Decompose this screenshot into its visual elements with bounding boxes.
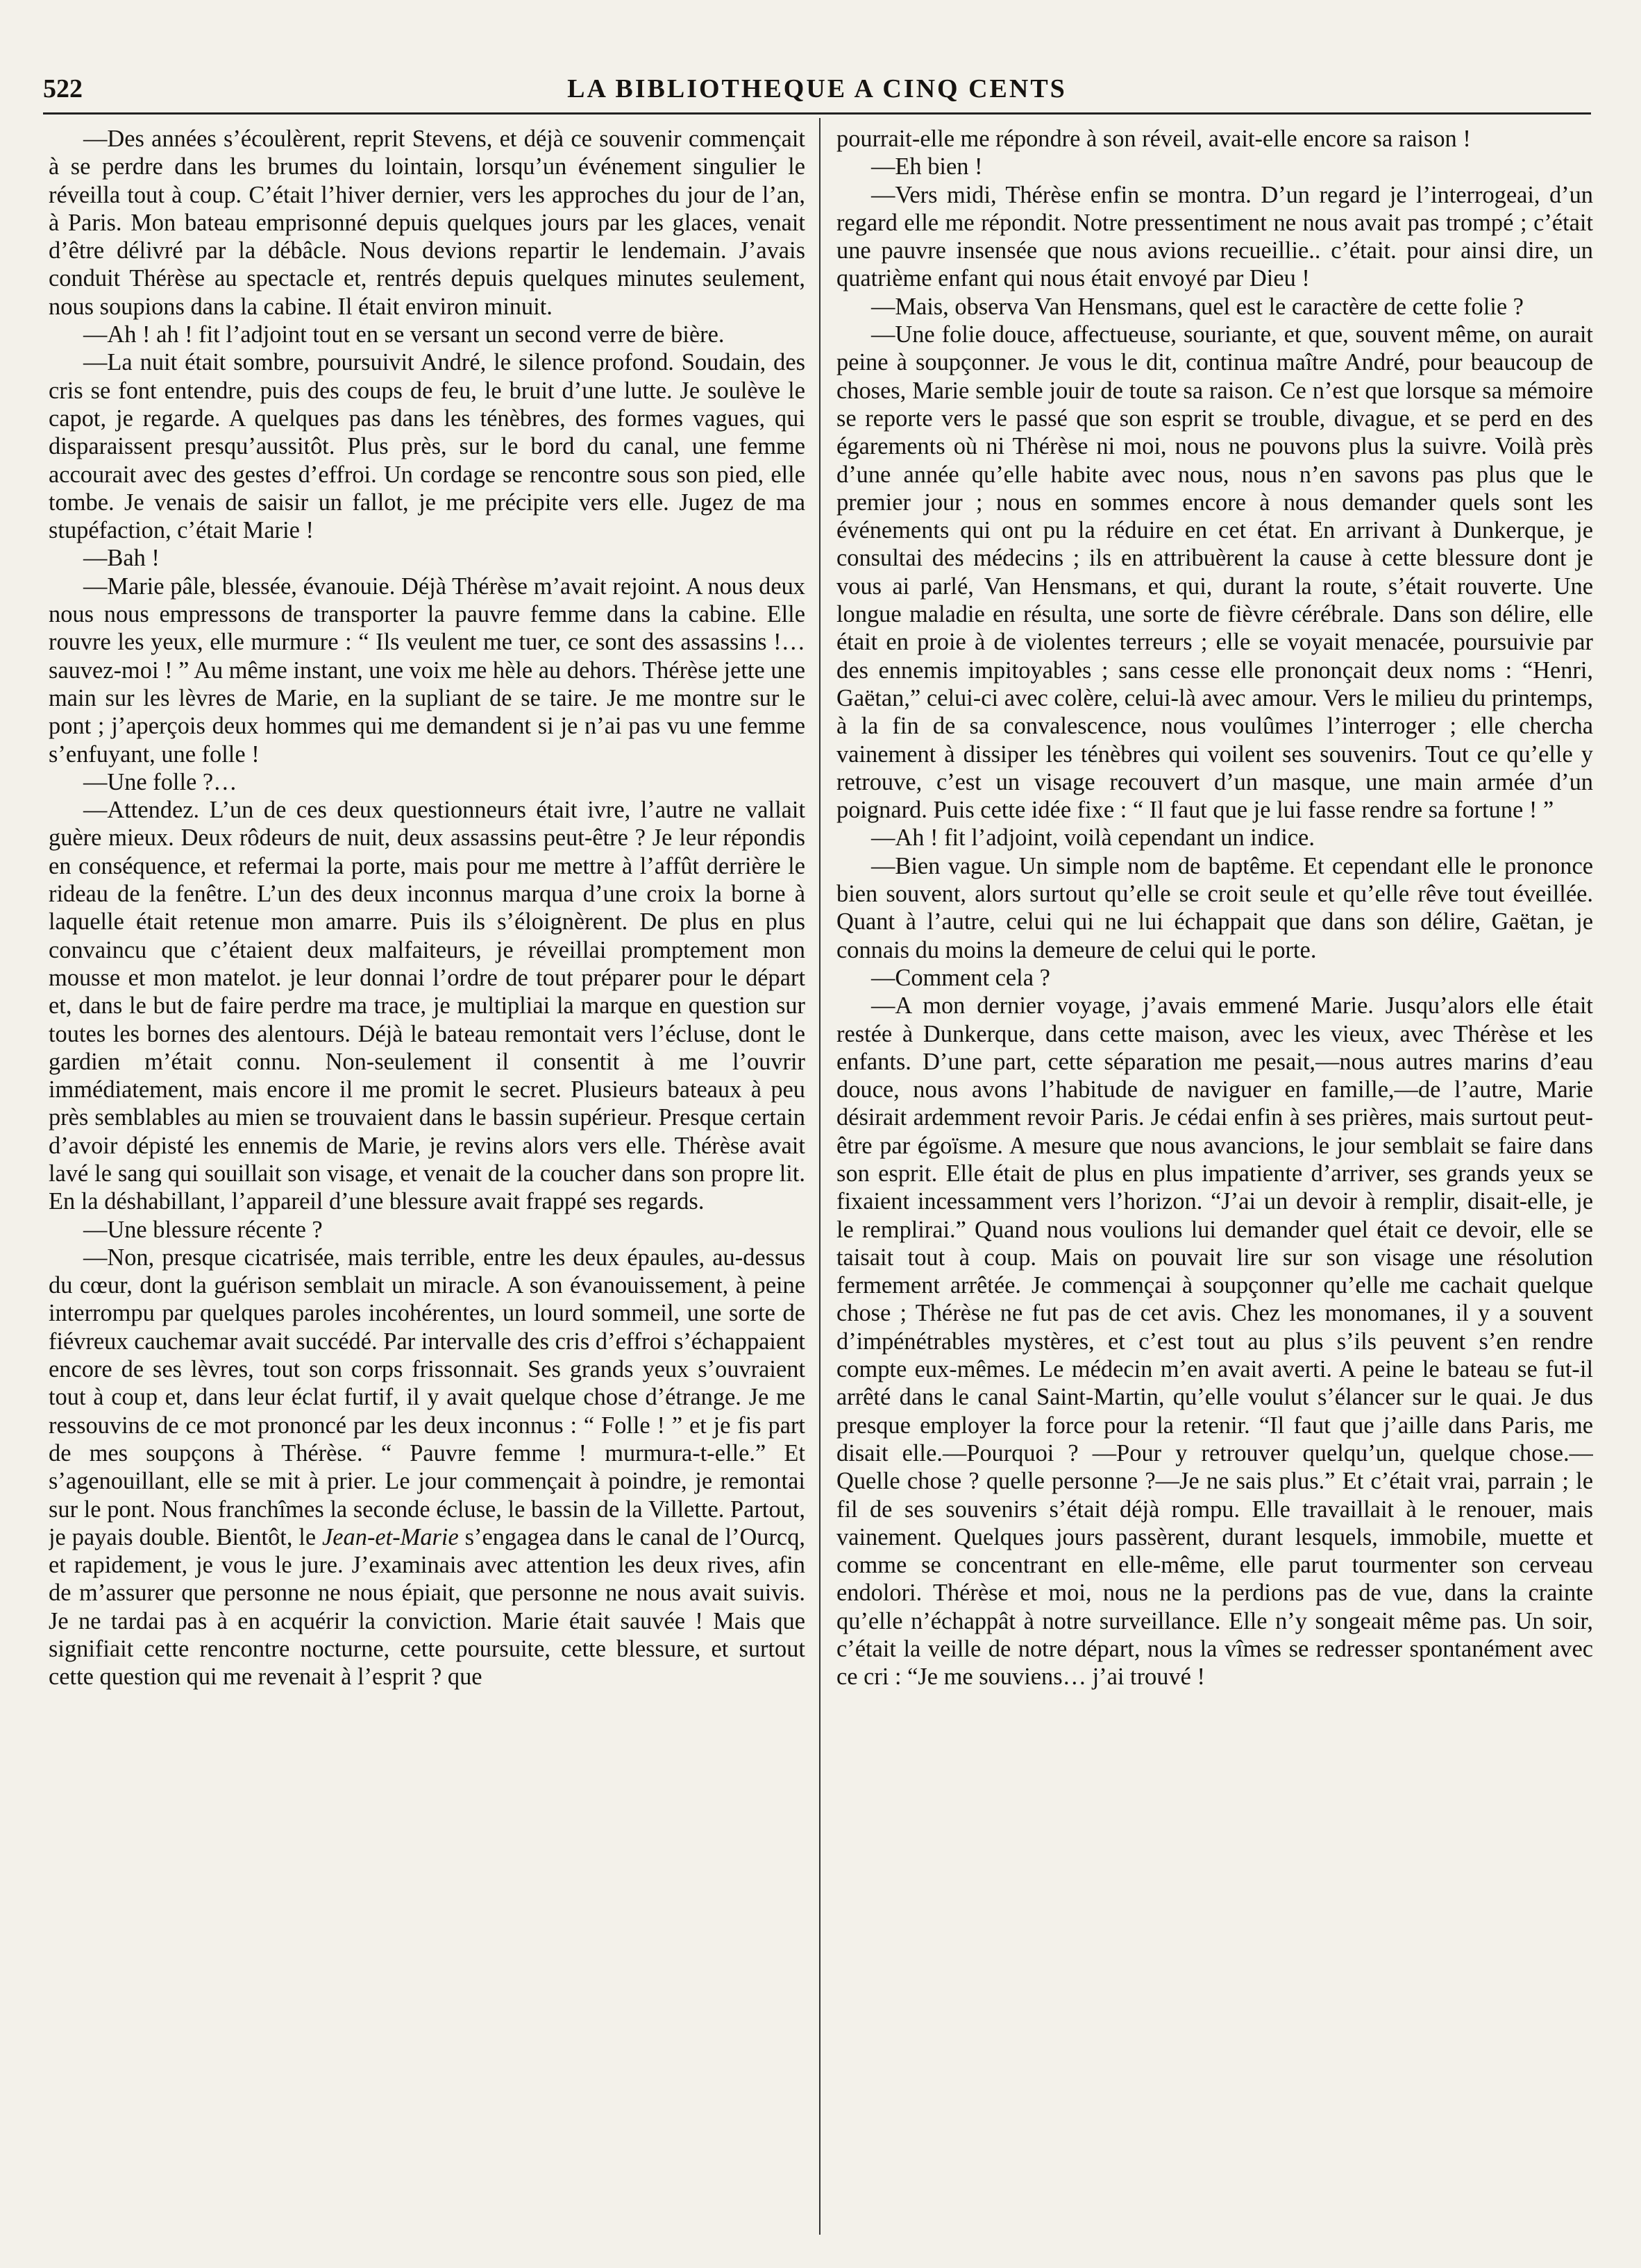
paragraph: —Bien vague. Un simple nom de baptême. Et cependant elle le prononce bien souvent, alors surtout qu’elle se croit seule et qu’elle rêve tout éveillée. Quant à l’autre, celui qui ne lui échappait que dans son délire, Gaëtan, je connais du moins la demeure de celui qui le porte.	[836, 852, 1593, 963]
paragraph: —A mon dernier voyage, j’avais emmené Marie. Jusqu’alors elle était restée à Dunkerque, dans cette maison, avec les vieux, avec Thérèse et les enfants. D’une part, cette séparation me pesait,—nous autres marins d’eau douce, nous avons l’habitude de naviguer en famille,—de l’autre, Marie désirait ardemment revoir Paris. Je cédai enfin à ses prières, mais surtout peut-être par égoïsme. A mesure que nous avancions, le jour semblait se faire dans son esprit. Elle était de plus en plus impatiente d’arriver, ses grands yeux se fixaient incessamment vers l’horizon. “J’ai un devoir à remplir, disait-elle, je le remplirai.” Quand nous voulions lui demander quel était ce devoir, elle se taisait tout à coup. Mais on pouvait lire sur son visage une résolution fermement arrêtée. Je commençai à soupçonner qu’elle me cachait quelque chose ; Thérèse ne fut pas de cet avis. Chez les monomanes, il y a souvent d’impénétrables mystères, et c’est tout au plus s’ils peuvent s’en rendre compte eux-mêmes. Le médecin m’en avait averti. A peine le bateau se fut-il arrêté dans le canal Saint-Martin, qu’elle voulut s’élancer sur le quai. Je dus presque employer la force pour la retenir. “Il faut que j’aille dans Paris, me disait elle.—Pourquoi ? —Pour y retrouver quelqu’un, quelque chose.— Quelle chose ? quelle personne ?—Je ne sais plus.” Et c’était vrai, parrain ; le fil de ses souvenirs s’était déjà rompu. Elle travaillait à le renouer, mais vainement. Quelques jours passèrent, durant lesquels, immobile, muette et comme se concentrant en elle-même, elle parut tourmenter son cerveau endolori. Thérèse et moi, nous ne la perdions pas de vue, dans la crainte qu’elle n’échappât à notre surveillance. Elle n’y songeait même pas. Un soir, c’était la veille de notre départ, nous la vîmes se redresser spontanément avec ce cri : “Je me souviens… j’ai trouvé !	[836, 992, 1593, 1691]
paragraph: —Bah !	[83, 545, 160, 572]
paragraph: —Ah ! fit l’adjoint, voilà cependant un indice.	[871, 824, 1315, 852]
paragraph: pourrait-elle me répondre à son réveil, avait-elle encore sa raison !	[836, 126, 1471, 152]
paragraph: —Attendez. L’un de ces deux questionneurs était ivre, l’autre ne vallait guère mieux. Deux rôdeurs de nuit, deux assassins peut-être ? Je leur répondis en conséquence, et refermai la porte, mais pour me mettre à l’affût derrière le rideau de la fenêtre. L’un des deux inconnus marqua d’une croix la borne à laquelle était retenue mon amarre. Puis ils s’éloignèrent. De plus en plus convaincu que c’étaient deux malfaiteurs, je réveillai promptement mon mousse et mon matelot. je leur donnai l’ordre de tout préparer pour le départ et, dans le but de faire perdre ma trace, je multipliai la marque en question sur toutes les bornes des alentours. Déjà le bateau remontait vers l’écluse, dont le gardien m’était connu. Non-seulement il consentit à me l’ouvrir immédiatement, mais encore il me promit le secret. Plusieurs bateaux à peu près semblables au mien se trouvaient dans le bassin supérieur. Presque certain d’avoir dépisté les ennemis de Marie, je revins alors vers elle. Thérèse avait lavé le sang qui souillait son visage, et venait de la coucher dans son propre lit. En la déshabillant, l’appareil d’une blessure avait frappé ses regards.	[49, 797, 805, 1215]
header-rule	[43, 112, 1591, 115]
paragraph: —La nuit était sombre, poursuivit André, le silence profond. Soudain, des cris se font entendre, puis des coups de feu, le bruit d’une lutte. Je soulève le capot, je regarde. A quelques pas dans les ténèbres, des formes vagues, qui disparaissent presqu’aussitôt. Plus près, sur le bord du canal, une femme accourait avec des gestes d’effroi. Un cordage se rencontre sous son pied, elle tombe. Je venais de saisir un fallot, je me précipite vers elle. Jugez de ma stupéfaction, c’était Marie !	[49, 349, 805, 544]
running-title: LA BIBLIOTHEQUE A CINQ CENTS	[567, 74, 1067, 103]
page-number: 522	[43, 74, 83, 103]
paragraph: —Ah ! ah ! fit l’adjoint tout en se versant un second verre de bière.	[83, 321, 725, 348]
paragraph: —Une folle ?…	[83, 768, 237, 795]
paragraph: —Une folie douce, affectueuse, souriante, et que, souvent même, on aurait peine à soupçonner. Je vous le dit, continua maître André, pour beaucoup de choses, Marie semble jouir de toute sa raison. Ce n’est que lorsque sa mémoire se reporte vers le passé que son esprit se trouble, divague, et se perd en des égarements où ni Thérèse ni moi, nous ne pouvons plus la suivre. Voilà près d’une année qu’elle habite avec nous, nous n’en savons pas plus que le premier jour ; nous en sommes encore à nous demander quels sont les événements qui ont pu la réduire en cet état. En arrivant à Dunkerque, je consultai des médecins ; ils en attribuèrent la cause à cette blessure dont je vous ai parlé, Van Hensmans, et qui, durant la route, s’était rouverte. Une longue maladie en résulta, une sorte de fièvre cérébrale. Dans son délire, elle était en proie à de violentes terreurs ; elle se voyait menacée, poursuivie par des ennemis impitoyables ; sans cesse elle prononçait deux noms : “Henri, Gaëtan,” celui-ci avec colère, celui-là avec amour. Vers le milieu du printemps, à la fin de sa convalescence, nous voulûmes l’interroger ; elle chercha vainement à dissiper les ténèbres qui voilent ses souvenirs. Tout ce qu’elle y retrouve, c’est un visage recouvert d’un masque, une main armée d’un poignard. Puis cette idée fixe : “ Il faut que je lui fasse rendre sa fortune ! ”	[836, 321, 1593, 824]
paragraph: —Des années s’écoulèrent, reprit Stevens, et déjà ce souvenir commençait à se perdre dans les brumes du lointain, lorsqu’un événement singulier le réveilla tout à coup. C’était l’hiver dernier, vers les approches du jour de l’an, à Paris. Mon bateau emprisonné depuis quelques jours par les glaces, venait d’être délivré par la débâcle. Nous devions repartir le lendemain. J’avais conduit Thérèse au spectacle et, rentrés depuis quelques minutes seulement, nous soupions dans la cabine. Il était environ minuit.	[49, 126, 805, 320]
paragraph-text: s’engagea dans le canal de l’Ourcq, et rapidement, je vous le jure. J’examinais avec attention les deux rives, afin de m’assurer que personne ne nous épiait, que personne ne nous avait suivis. Je ne tardai pas à en acquérir la conviction. Marie était sauvée ! Mais que signifiait cette rencontre nocturne, cette poursuite, cette blessure, et surtout cette question qui me revenait à l’esprit ? que	[49, 1523, 805, 1691]
paragraph: —Une blessure récente ?	[83, 1216, 323, 1243]
right-column	[836, 125, 1593, 2256]
paragraph-text: —Non, presque cicatrisée, mais terrible, entre les deux épaules, au-dessus du cœur, dont la guérison semblait un miracle. A son évanouissement, à peine interrompu par quelques paroles incohérentes, un lourd sommeil, une sorte de fiévreux cauchemar avait succédé. Par intervalle des cris d’effroi s’échappaient encore de ses lèvres, tout son corps frissonnait. Ses grands yeux s’ouvraient tout à coup et, dans leur éclat furtif, il y avait quelque chose d’étrange. Je me ressouvins de ce mot prononcé par les deux inconnus : “ Folle ! ” et je fis part de mes soupçons à Thérèse. “ Pauvre femme ! murmura-t-elle.” Et s’agenouillant, elle se mit à prier. Le jour commençait à poindre, je remontai sur le pont. Nous franchîmes la seconde écluse, le bassin de la Villette. Partout, je payais double. Bientôt, le	[49, 1244, 805, 1550]
left-column	[49, 125, 805, 2256]
paragraph: —Mais, observa Van Hensmans, quel est le caractère de cette folie ?	[871, 293, 1524, 320]
paragraph: —Eh bien !	[871, 153, 983, 180]
paragraph: —Marie pâle, blessée, évanouie. Déjà Thérèse m’avait rejoint. A nous deux nous nous empressons de transporter la pauvre femme dans la cabine. Elle rouvre les yeux, elle murmure : “ Ils veulent me tuer, ce sont des assassins !… sauvez-moi ! ” Au même instant, une voix me hèle au dehors. Thérèse jette une main sur les lèvres de Marie, en la supliant de se taire. Je me montre sur le pont ; j’aperçois deux hommes qui me demandent si je n’ai pas vu une femme s’enfuyant, une folle !	[49, 573, 805, 768]
paragraph: —Vers midi, Thérèse enfin se montra. D’un regard je l’interrogeai, d’un regard elle me répondit. Notre pressentiment ne nous avait pas trompé ; c’était une pauvre insensée que nous avions recueillie.. c’était. pour ainsi dire, un quatrième enfant qui nous était envoyé par Dieu !	[836, 181, 1593, 292]
paragraph	[49, 1244, 805, 1691]
paragraph: —Comment cela ?	[871, 964, 1050, 991]
page-header	[43, 74, 1591, 112]
column-divider	[819, 118, 821, 2235]
boat-name: Jean-et-Marie	[322, 1523, 459, 1550]
